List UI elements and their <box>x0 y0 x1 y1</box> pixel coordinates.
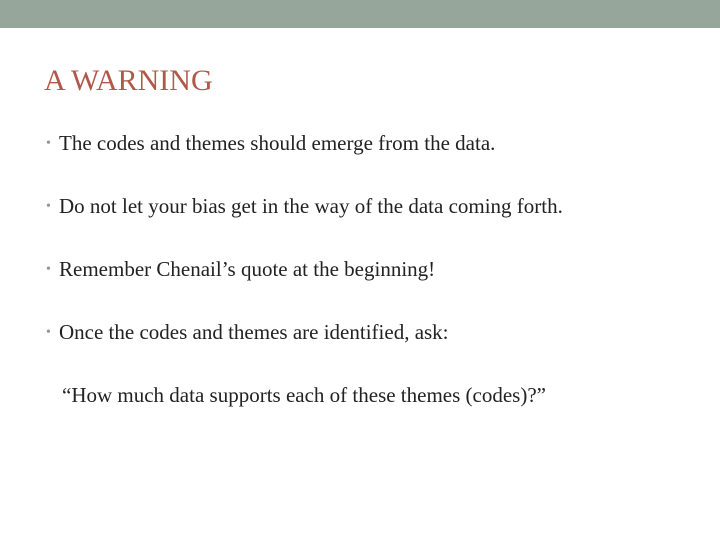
bullet-item <box>46 133 495 154</box>
slide-title: A WARNING <box>44 64 213 97</box>
bullet-dot-icon: • <box>46 262 51 277</box>
bullet-item <box>46 259 435 280</box>
bullet-dot-icon: • <box>46 199 51 214</box>
bullet-text: The codes and themes should emerge from the data. <box>59 131 496 155</box>
bullet-dot-icon: • <box>46 136 51 151</box>
bullet-item <box>46 196 563 217</box>
bullet-text: Once the codes and themes are identified, ask: <box>59 320 449 344</box>
bullet-item <box>46 322 449 343</box>
bullet-text: Do not let your bias get in the way of the data coming forth. <box>59 194 563 218</box>
bullet-dot-icon: • <box>46 325 51 340</box>
quote-text: “How much data supports each of these themes (codes)?” <box>62 383 546 407</box>
top-accent-band <box>0 0 720 28</box>
bullet-text: Remember Chenail’s quote at the beginning! <box>59 257 436 281</box>
